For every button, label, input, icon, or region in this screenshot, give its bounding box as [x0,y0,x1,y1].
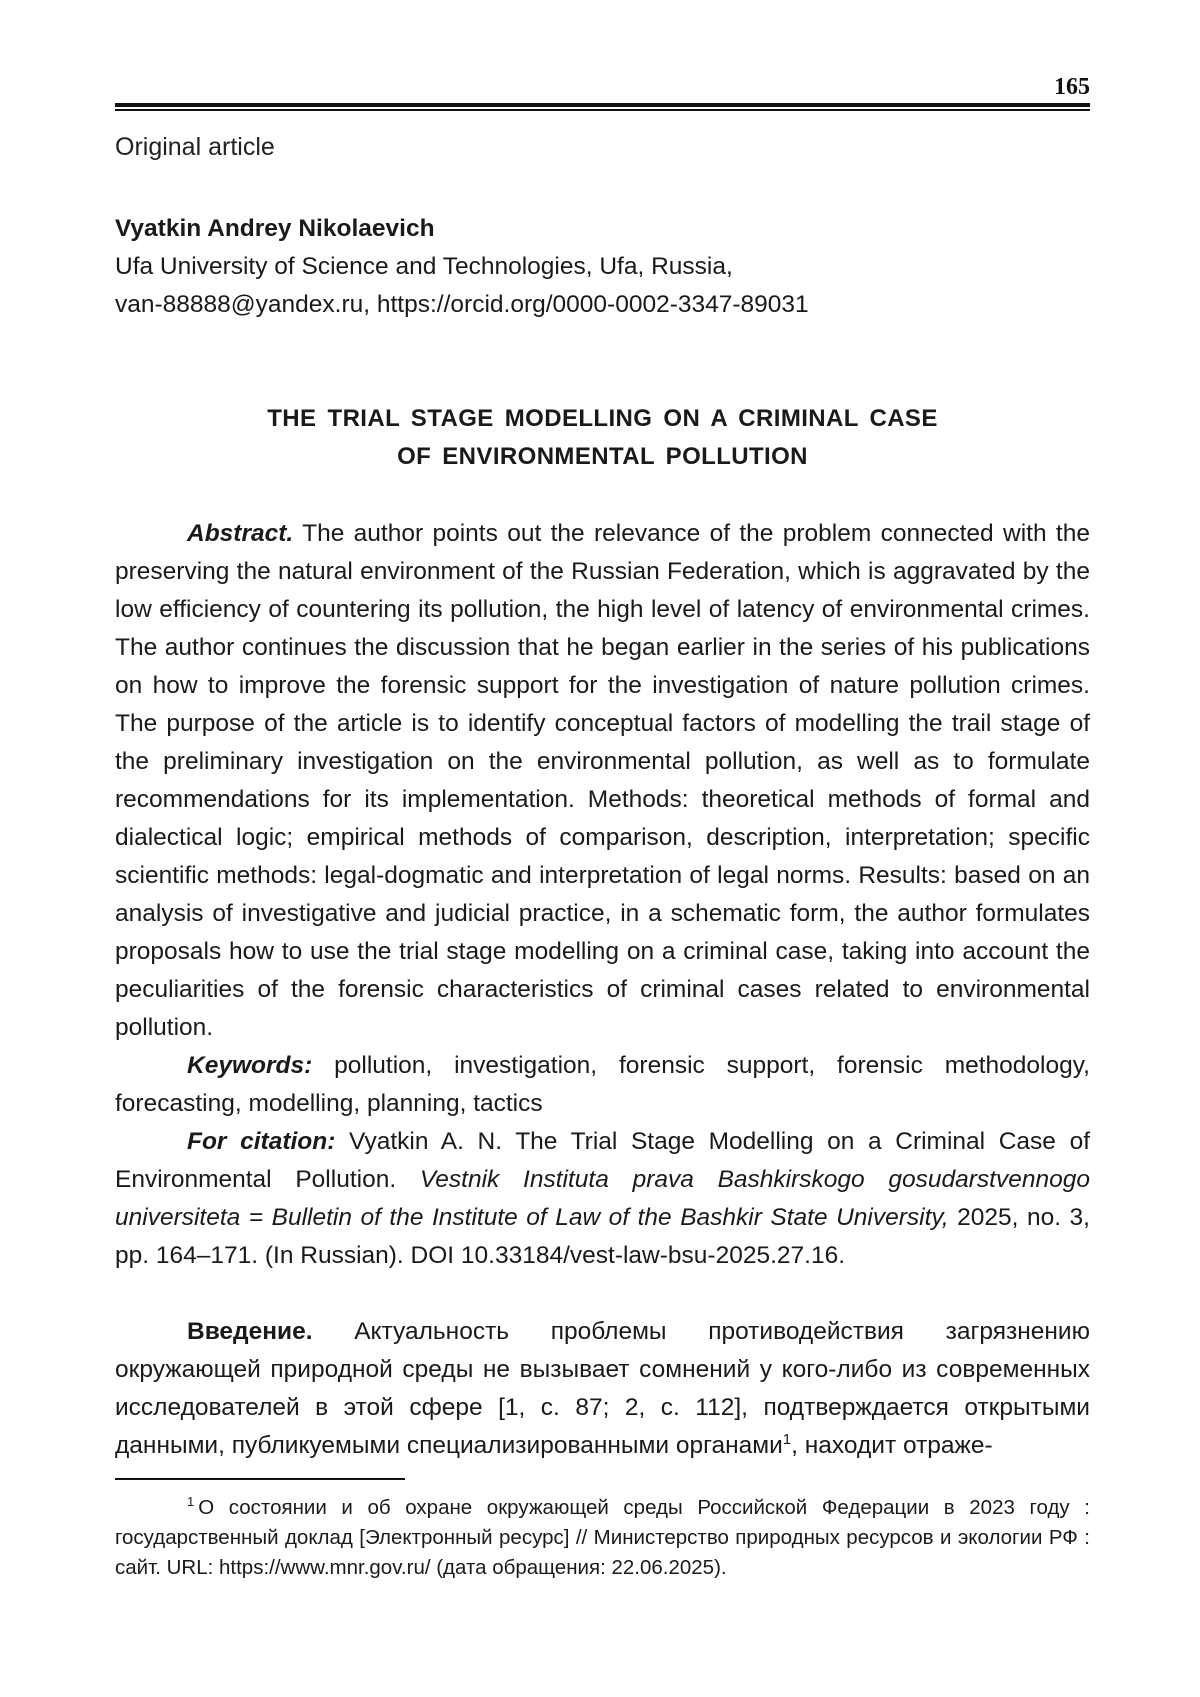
footnote-reference[interactable]: 1 [782,1430,792,1448]
citation-label: For citation: [187,1128,336,1155]
header-rule-thin [115,109,1090,111]
keywords-text: pollution, investigation, forensic support, forensic methodology, forecasting, modelling, planning, tactics [115,1052,1090,1117]
footnote-mark: 1 [187,1494,195,1510]
abstract-text: The author points out the relevance of the problem connected with the preserving the natural environment of the Russian Federation, which is aggravated by the low efficiency of countering its pollution, the high level of latency of environmental crimes. The author continues the discussion that he began earlier in the series of his publications on how to improve the forensic support for the investigation of nature pollution crimes. The purpose of the article is to identify conceptual factors of modelling the trail stage of the preliminary investigation on the environmental pollution, as well as to formulate recommendations for its implementation. Methods: theoretical methods of formal and dialectical logic; empirical methods of comparison, description, interpretation; specific scientific methods: legal-dogmatic and interpretation of legal norms. Results: based on an analysis of investigative and judicial practice, in a schematic form, the author formulates proposals how to use the trial stage modelling on a criminal case, taking into account the peculiarities of the forensic characteristics of criminal cases related to environmental pollution. [115,520,1090,1041]
introduction-label: Введение. [187,1318,313,1345]
citation-part-1: Vyatkin A. N. The Trial Stage Modelling on a Criminal Case of Environmental Pollution. [115,1128,1091,1193]
introduction-text: Актуальность проблемы противодействия загрязнению окружающей природной среды не вызывает сомнений у кого-либо из современных исследователей в этой сфере [1, с. 87; 2, с. 112], подтверждается открытыми данными, публикуемыми специализированными органами [115,1318,1090,1459]
abstract-label: Abstract. [187,520,294,547]
keywords-label: Keywords: [187,1052,313,1079]
footnote-text: О состоянии и об охране окружающей среды Российской Федерации в 2023 году : государственный доклад [Электронный ресурс] // Министерство природных ресурсов и экологии РФ : сайт. URL: https://www.mnr.gov.ru/ (дата обращения: 22.06.2025). [115,1496,1090,1579]
citation-part-2: 2025, no. 3, pp. 164–171. (In Russian). DOI 10.33184/vest-law-bsu-2025.27.16. [115,1204,1090,1269]
header-rule-thick [115,103,1090,107]
footnote-rule [115,1478,405,1480]
citation-journal: Vestnik Instituta prava Bashkirskogo gosudarstvennogo universiteta = Bulletin of the Institute of Law of the Bashkir State University, [115,1166,1090,1231]
title-line-1: THE TRIAL STAGE MODELLING ON A CRIMINAL CASE [267,405,938,432]
page-number: 165 [1054,74,1090,100]
author-contacts: van-88888@yandex.ru, https://orcid.org/0000-0002-3347-89031 [115,291,809,318]
keywords [115,1047,1090,1123]
introduction-text-after: , находит отраже- [791,1432,993,1459]
citation [115,1123,1090,1275]
introduction [115,1313,1090,1465]
author-affiliation: Ufa University of Science and Technologies, Ufa, Russia, [115,253,733,280]
abstract [115,515,1090,1047]
title-line-2: OF ENVIRONMENTAL POLLUTION [397,443,808,470]
article-title [115,400,1090,476]
article-type: Original article [115,133,275,161]
footnote [115,1493,1090,1583]
author-block [115,210,809,324]
author-name: Vyatkin Andrey Nikolaevich [115,215,435,242]
